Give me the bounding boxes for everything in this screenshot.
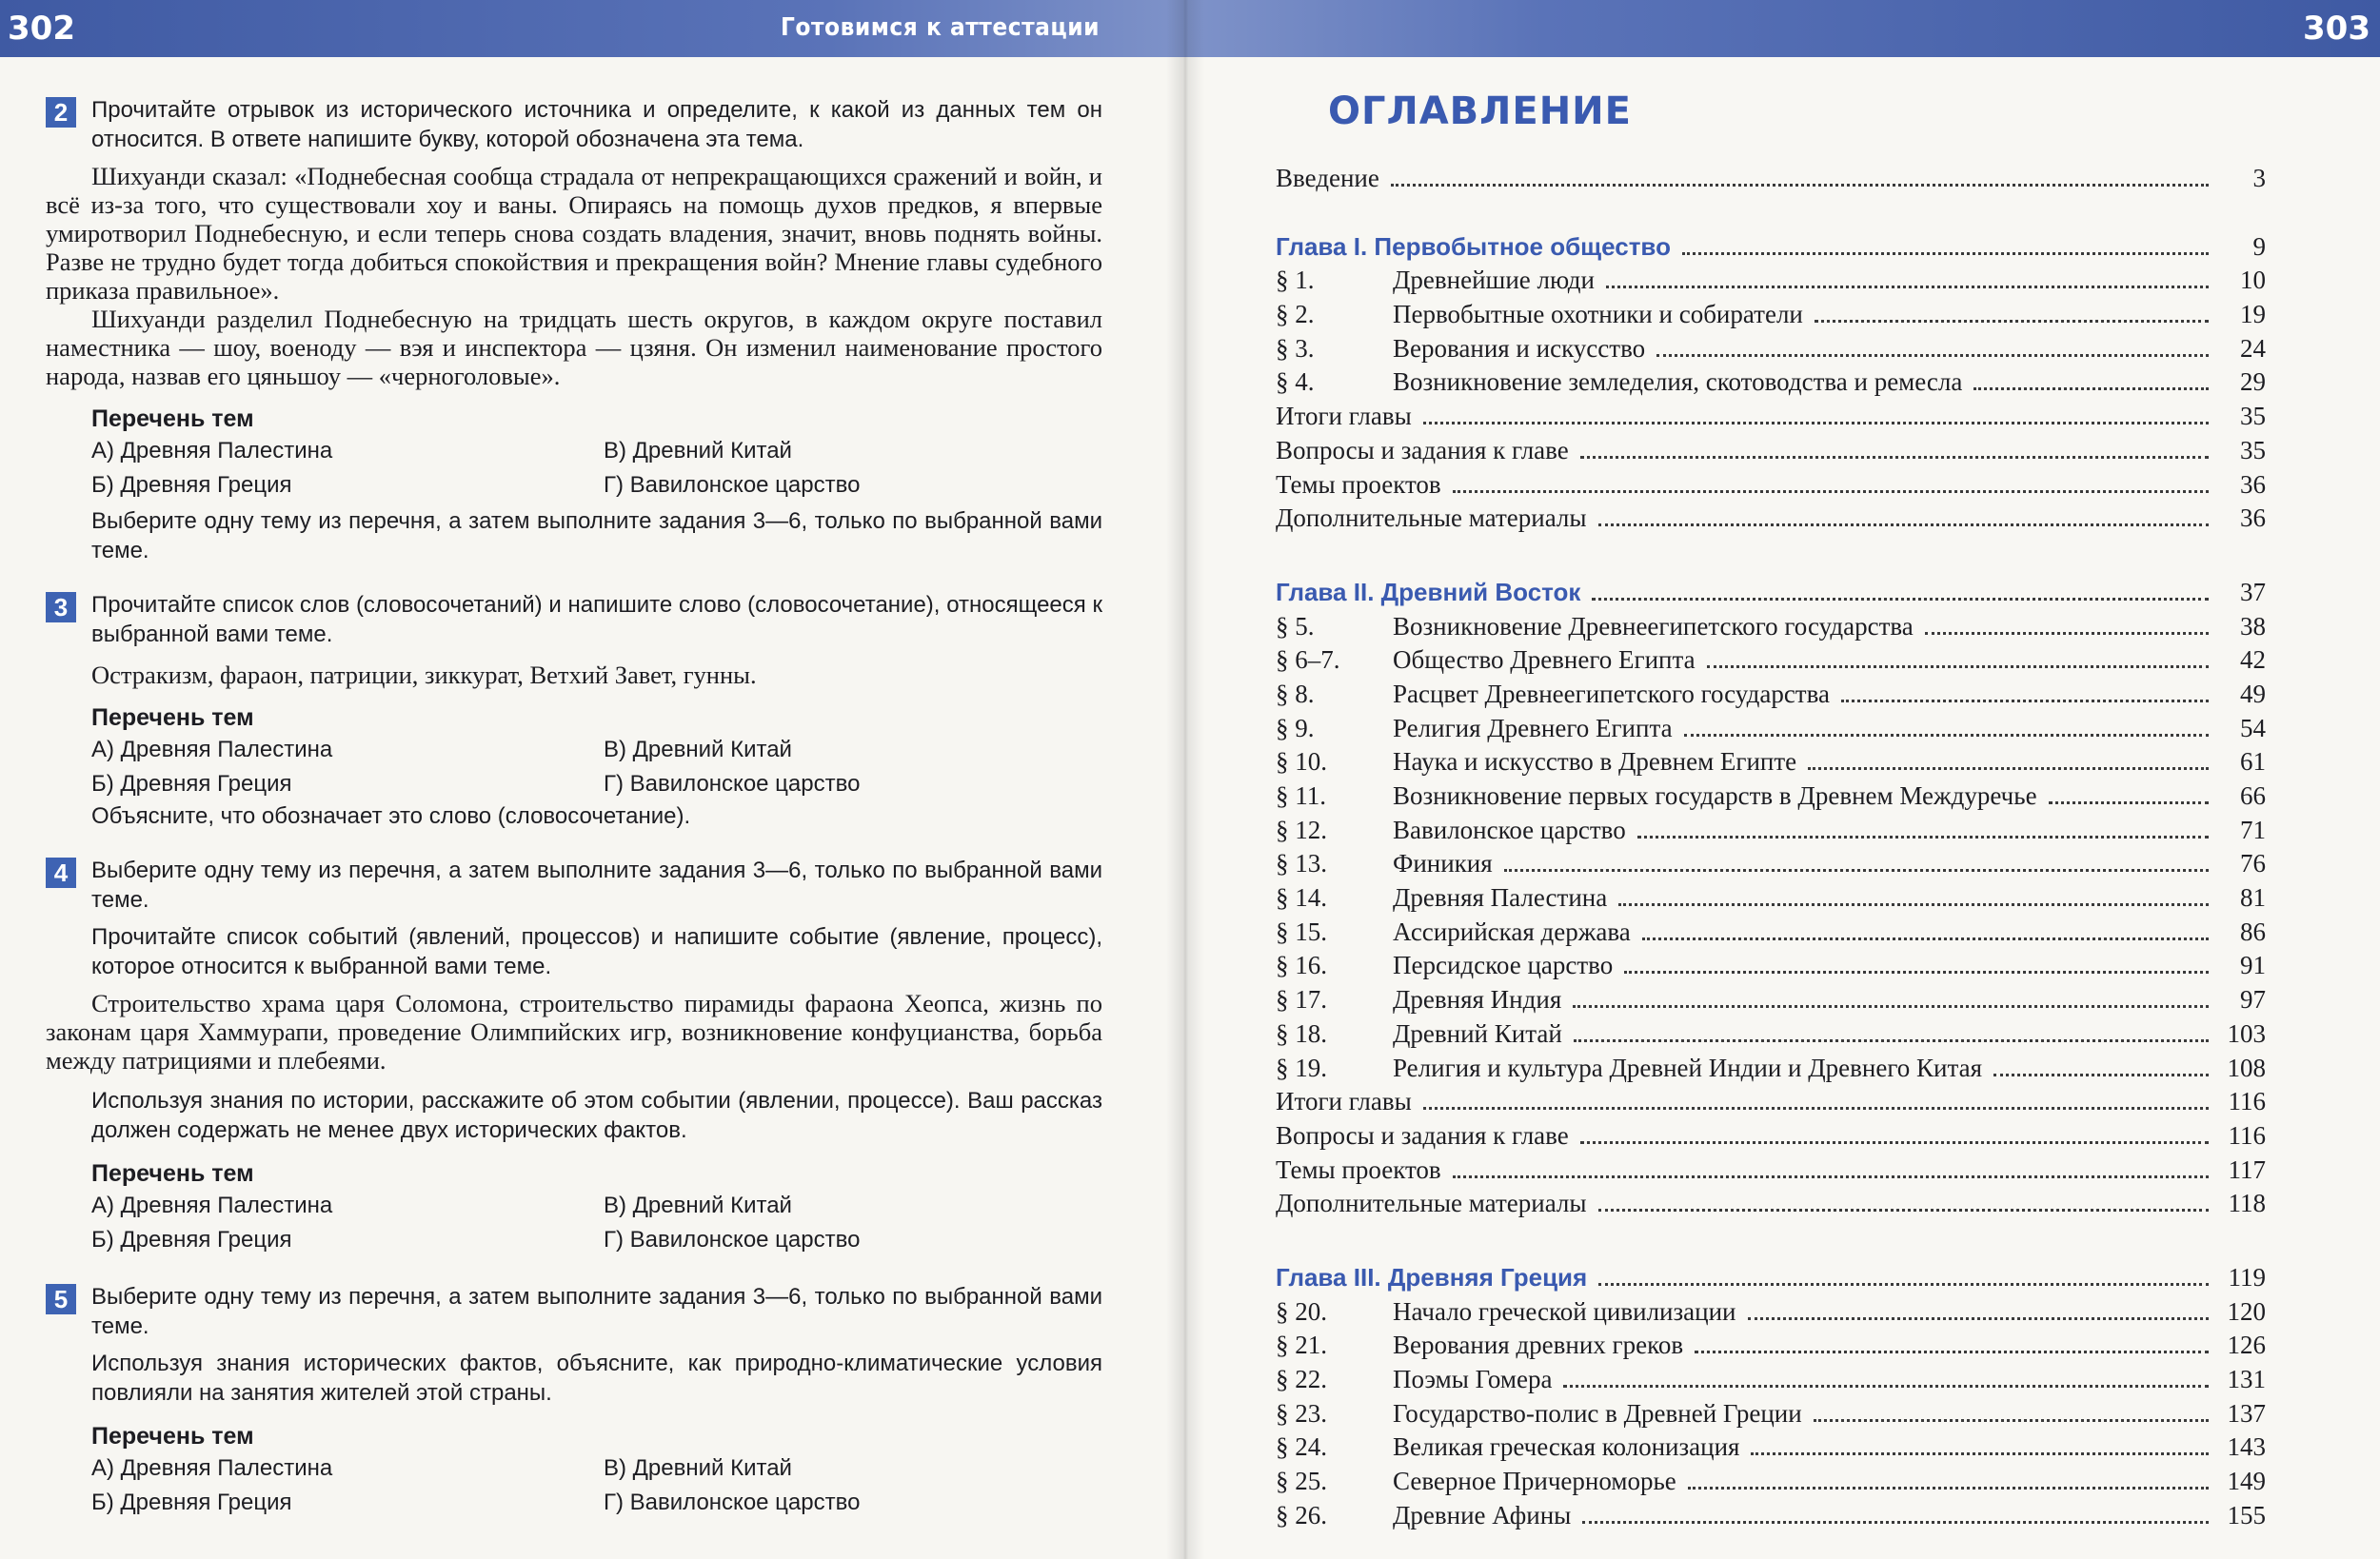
toc-entry-title: Древняя Индия — [1393, 985, 1562, 1015]
task-question: Выберите одну тему из перечня, а затем выполните задания 3—6, только по выбранной вами теме. — [91, 1284, 1102, 1339]
toc-entry-title: Вавилонское царство — [1393, 815, 1626, 844]
dot-leader — [1582, 1521, 2209, 1524]
task-4 — [46, 856, 1102, 1257]
topic-option: В) Древний Китай — [604, 438, 792, 464]
toc-entry[interactable] — [1276, 951, 2266, 985]
toc-page-number: 38 — [2240, 611, 2266, 641]
toc-page-number: 108 — [2227, 1053, 2266, 1082]
toc-entry-title: Верования древних греков — [1393, 1331, 1684, 1360]
toc-section-number: § 20. — [1276, 1296, 1327, 1326]
toc-section-number: § 24. — [1276, 1432, 1327, 1462]
toc-section-number: § 21. — [1276, 1331, 1327, 1360]
dot-leader — [1748, 1317, 2210, 1320]
toc-entry-title: Темы проектов — [1276, 1154, 1441, 1184]
task-question: Прочитайте отрывок из исторического источника и определите, к какой из данных тем он относится. В ответе напишите букву, которой обозначена эта тема. — [91, 97, 1102, 152]
dot-leader — [1574, 1039, 2209, 1042]
task-number-badge: 5 — [46, 1284, 76, 1314]
task-number-badge: 3 — [46, 592, 76, 622]
dot-leader — [1814, 1419, 2209, 1422]
toc-entry-title: Великая греческая колонизация — [1393, 1432, 1740, 1462]
dot-leader — [1573, 1005, 2209, 1008]
toc-entry-title: Возникновение земледелия, скотоводства и ремесла — [1393, 367, 1963, 397]
toc-entry-title: Древний Китай — [1393, 1018, 1562, 1048]
toc-entry[interactable] — [1276, 1501, 2266, 1535]
topic-option: Г) Вавилонское царство — [604, 1227, 861, 1253]
toc-entry-title: Финикия — [1393, 849, 1493, 878]
dot-leader — [1925, 632, 2209, 635]
toc-entry[interactable] — [1276, 402, 2266, 436]
task-2 — [46, 95, 1102, 565]
topic-list-heading: Перечень тем — [91, 1423, 254, 1450]
toc-section-number: § 9. — [1276, 713, 1315, 742]
toc-entry-title: Государство-полис в Древней Греции — [1393, 1398, 1802, 1428]
toc-page-number: 81 — [2240, 883, 2266, 913]
right-page — [1185, 0, 2380, 1559]
left-page — [0, 0, 1185, 1559]
toc-entry-title: Религия Древнего Египта — [1393, 713, 1673, 742]
toc-section-number: § 18. — [1276, 1018, 1327, 1048]
dot-leader — [1808, 767, 2209, 770]
dot-leader — [1642, 937, 2209, 940]
toc-section-number: § 26. — [1276, 1500, 1327, 1529]
toc-page-number: 131 — [2227, 1365, 2266, 1393]
dot-leader — [1580, 1141, 2209, 1144]
toc-entry-title: Персидское царство — [1393, 951, 1614, 980]
topic-option: Г) Вавилонское царство — [604, 472, 861, 498]
toc-section-number: § 3. — [1276, 333, 1315, 363]
topic-options — [91, 1189, 1102, 1257]
toc-entry[interactable] — [1276, 164, 2266, 198]
toc-entry[interactable] — [1276, 1019, 2266, 1054]
toc-page-number: 49 — [2240, 679, 2266, 708]
dot-leader — [1682, 252, 2209, 255]
toc-section-number: § 6–7. — [1276, 645, 1340, 675]
topic-option: В) Древний Китай — [604, 1193, 792, 1218]
topic-options — [91, 733, 1102, 801]
toc-entry[interactable] — [1276, 436, 2266, 470]
toc-entry[interactable] — [1276, 1399, 2266, 1433]
toc-page-number: 137 — [2227, 1398, 2266, 1428]
toc-page-number: 36 — [2240, 503, 2266, 533]
toc-entry[interactable] — [1276, 367, 2266, 402]
toc-entry[interactable] — [1276, 849, 2266, 883]
toc-section-number: § 2. — [1276, 300, 1315, 329]
toc-entry-title: Дополнительные материалы — [1276, 503, 1587, 533]
toc-page-number: 120 — [2227, 1296, 2266, 1326]
toc-section-number: § 23. — [1276, 1398, 1327, 1428]
dot-leader — [1423, 422, 2209, 424]
task-instruction: Используя знания исторических фактов, объясните, как природно-климатические условия повлияли на занятия жителей этой страны. — [91, 1351, 1102, 1406]
topic-options — [91, 1451, 1102, 1520]
toc-spacer — [1276, 198, 2266, 232]
toc-entry-title: Начало греческой цивилизации — [1393, 1296, 1736, 1326]
task-instruction: Выберите одну тему из перечня, а затем выполните задания 3—6, только по выбранной вами теме. — [91, 508, 1102, 563]
toc-entry[interactable] — [1276, 1365, 2266, 1399]
toc-entry-title: Поэмы Гомера — [1393, 1365, 1553, 1393]
page-number: 302 — [8, 10, 75, 48]
topic-option: В) Древний Китай — [604, 1455, 792, 1481]
topic-option: А) Древняя Палестина — [91, 1455, 333, 1481]
toc-section-number: § 4. — [1276, 367, 1315, 397]
toc-page-number: 76 — [2240, 849, 2266, 878]
dot-leader — [1624, 971, 2209, 974]
toc-entry[interactable] — [1276, 300, 2266, 334]
dot-leader — [1841, 700, 2209, 702]
toc-entry-title: Возникновение Древнеегипетского государства — [1393, 611, 1914, 641]
topic-list-heading: Перечень тем — [91, 704, 254, 731]
toc-page-number: 61 — [2240, 747, 2266, 777]
toc-entry[interactable] — [1276, 266, 2266, 300]
toc-chapter-entry[interactable] — [1276, 1263, 2266, 1297]
toc-entry-title: Верования и искусство — [1393, 333, 1646, 363]
toc-entry[interactable] — [1276, 1054, 2266, 1088]
toc-section-number: § 17. — [1276, 985, 1327, 1015]
toc-entry-title: Дополнительные материалы — [1276, 1189, 1587, 1218]
toc-entry[interactable] — [1276, 1121, 2266, 1155]
toc-entry-title: Глава I. Первобытное общество — [1276, 231, 1671, 261]
toc-page-number: 117 — [2228, 1154, 2266, 1184]
topic-option: В) Древний Китай — [604, 737, 792, 762]
toc-entry[interactable] — [1276, 1087, 2266, 1121]
tasks-column — [46, 95, 1102, 1545]
topic-options — [91, 434, 1102, 503]
toc-page-number: 24 — [2240, 333, 2266, 363]
toc-section-number: § 12. — [1276, 815, 1327, 844]
toc-entry[interactable] — [1276, 816, 2266, 850]
toc-entry[interactable] — [1276, 714, 2266, 748]
toc-section-number: § 10. — [1276, 747, 1327, 777]
toc-page-number: 126 — [2227, 1331, 2266, 1360]
page-header-bar — [1185, 0, 2380, 57]
toc-entry-title: Наука и искусство в Древнем Египте — [1393, 747, 1797, 777]
toc-page-number: 29 — [2240, 367, 2266, 397]
toc-entry[interactable] — [1276, 1331, 2266, 1365]
toc-page-number: 3 — [2252, 164, 2266, 192]
toc-entry[interactable] — [1276, 470, 2266, 504]
toc-page-number: 91 — [2240, 951, 2266, 980]
dot-leader — [1973, 387, 2209, 390]
toc-section-number: § 19. — [1276, 1053, 1327, 1082]
toc-entry[interactable] — [1276, 503, 2266, 538]
toc-entry-title: Итоги главы — [1276, 1087, 1412, 1116]
word-list: Остракизм, фараон, патриции, зиккурат, Ветхий Завет, гунны. — [91, 661, 757, 689]
task-instruction: Объясните, что обозначает это слово (словосочетание). — [91, 803, 691, 829]
toc-entry-title: Введение — [1276, 164, 1379, 192]
toc-entry-title: Возникновение первых государств в Древнем Междуречье — [1393, 781, 2037, 810]
topic-option: Г) Вавилонское царство — [604, 771, 861, 797]
dot-leader — [1598, 1209, 2209, 1212]
topic-option: Б) Древняя Греция — [91, 472, 292, 498]
toc-entry[interactable] — [1276, 1432, 2266, 1467]
toc-section-number: § 5. — [1276, 611, 1315, 641]
toc-entry[interactable] — [1276, 781, 2266, 816]
topic-list-heading: Перечень тем — [91, 1160, 254, 1187]
task-number-badge: 4 — [46, 858, 76, 888]
toc-entry-title: Общество Древнего Египта — [1393, 645, 1696, 675]
dot-leader — [1563, 1385, 2209, 1388]
toc-page-number: 37 — [2240, 577, 2266, 606]
toc-entry-title: Глава III. Древняя Греция — [1276, 1262, 1588, 1292]
toc-section-number: § 16. — [1276, 951, 1327, 980]
topic-option: А) Древняя Палестина — [91, 737, 333, 762]
dot-leader — [1751, 1452, 2209, 1455]
toc-entry[interactable] — [1276, 612, 2266, 646]
toc-entry[interactable] — [1276, 645, 2266, 680]
dot-leader — [1637, 836, 2209, 839]
toc-page-number: 155 — [2227, 1500, 2266, 1529]
toc-section-number: § 22. — [1276, 1365, 1327, 1393]
toc-entry-title: Древние Афины — [1393, 1500, 1572, 1529]
dot-leader — [1580, 456, 2209, 459]
dot-leader — [1618, 903, 2209, 906]
toc-spacer — [1276, 538, 2266, 578]
toc-entry[interactable] — [1276, 1189, 2266, 1223]
dot-leader — [1695, 1351, 2209, 1353]
toc-entry[interactable] — [1276, 747, 2266, 781]
toc-page-number: 54 — [2240, 713, 2266, 742]
toc-entry-title: Ассирийская держава — [1393, 917, 1631, 946]
dot-leader — [1391, 184, 2209, 187]
dot-leader — [1453, 490, 2209, 493]
toc-section-number: § 14. — [1276, 883, 1327, 913]
dot-leader — [1993, 1074, 2209, 1076]
task-instruction: Прочитайте список событий (явлений, процессов) и напишите событие (явление, процесс), которое относится к выбранной вами теме. — [91, 924, 1102, 979]
task-5 — [46, 1282, 1102, 1520]
toc-entry-title: Северное Причерноморье — [1393, 1467, 1676, 1496]
dot-leader — [1592, 598, 2209, 601]
toc-section-number: § 8. — [1276, 679, 1315, 708]
toc-page-number: 35 — [2240, 435, 2266, 464]
toc-page-number: 19 — [2240, 300, 2266, 329]
event-list: Строительство храма царя Соломона, строительство пирамиды фараона Хеопса, жизнь по законам царя Хаммурапи, проведение Олимпийских игр, возникновение конфуцианства, борьба между патрициями и плебеями. — [46, 989, 1102, 1075]
toc-page-number: 66 — [2240, 781, 2266, 810]
page-header-bar — [0, 0, 1185, 57]
toc-page-number: 149 — [2227, 1467, 2266, 1496]
topic-option: Г) Вавилонское царство — [604, 1490, 861, 1515]
toc-page-number: 118 — [2228, 1189, 2266, 1218]
toc-page-number: 42 — [2240, 645, 2266, 675]
toc-entry-title: Религия и культура Древней Индии и Древнего Китая — [1393, 1053, 1982, 1082]
task-instruction: Используя знания по истории, расскажите об этом событии (явлении, процессе). Ваш рассказ должен содержать не менее двух исторических фактов. — [91, 1088, 1102, 1143]
topic-option: А) Древняя Палестина — [91, 1193, 333, 1218]
toc-chapter-entry[interactable] — [1276, 232, 2266, 266]
topic-option: Б) Древняя Греция — [91, 1490, 292, 1515]
toc-entry[interactable] — [1276, 334, 2266, 368]
toc-entry[interactable] — [1276, 1297, 2266, 1332]
toc-entry-title: Темы проектов — [1276, 469, 1441, 499]
source-paragraph: Шихуанди разделил Поднебесную на тридцать шесть округов, в каждом округе поставил наместника — шоу, военоду — вэя и инспектора — цзяня. Он изменил наименование простого народа, назвав его цяньшоу — «черноголовые». — [46, 305, 1102, 390]
toc-page-number: 86 — [2240, 917, 2266, 946]
toc-entry[interactable] — [1276, 1155, 2266, 1190]
dot-leader — [1423, 1107, 2209, 1110]
toc-page-number: 103 — [2227, 1018, 2266, 1048]
toc-entry-title: Первобытные охотники и собиратели — [1393, 300, 1803, 329]
dot-leader — [1453, 1175, 2209, 1178]
dot-leader — [1684, 734, 2209, 737]
topic-list-heading: Перечень тем — [91, 405, 254, 432]
dot-leader — [1815, 320, 2209, 323]
toc-entry-title: Расцвет Древнеегипетского государства — [1393, 679, 1830, 708]
dot-leader — [2049, 801, 2209, 804]
table-of-contents — [1276, 164, 2266, 1534]
topic-option: Б) Древняя Греция — [91, 771, 292, 797]
toc-entry-title: Вопросы и задания к главе — [1276, 435, 1569, 464]
toc-page-number: 116 — [2228, 1087, 2266, 1116]
dot-leader — [1707, 665, 2209, 668]
dot-leader — [1504, 869, 2209, 872]
source-paragraph: Шихуанди сказал: «Поднебесная сообща страдала от непрекращающихся сражений и войн, и всё из-за того, что существовали хоу и ваны. Опираясь на помощь духов предков, я впервые умиротворил Поднебесную, и если теперь снова создать владения, значит, вновь поднять войны. Разве не трудно будет тогда добиться спокойствия и прекращения войн? Мнение главы судебного приказа правильное». — [46, 162, 1102, 305]
toc-entry-title: Итоги главы — [1276, 402, 1412, 431]
page-number: 303 — [2303, 10, 2370, 48]
toc-section-number: § 15. — [1276, 917, 1327, 946]
toc-entry-title: Вопросы и задания к главе — [1276, 1120, 1569, 1150]
task-number-badge: 2 — [46, 97, 76, 128]
source-excerpt — [46, 162, 1102, 390]
toc-page-number: 9 — [2252, 231, 2266, 261]
dot-leader — [1598, 1283, 2209, 1286]
toc-section-number: § 25. — [1276, 1467, 1327, 1496]
toc-chapter-entry[interactable] — [1276, 578, 2266, 612]
task-3 — [46, 590, 1102, 831]
toc-section-number: § 13. — [1276, 849, 1327, 878]
topic-option: Б) Древняя Греция — [91, 1227, 292, 1253]
dot-leader — [1598, 523, 2209, 526]
toc-entry-title: Глава II. Древний Восток — [1276, 577, 1581, 606]
running-head: Готовимся к аттестации — [781, 13, 1101, 42]
toc-page-number: 10 — [2240, 266, 2266, 295]
task-question: Выберите одну тему из перечня, а затем выполните задания 3—6, только по выбранной вами теме. — [91, 858, 1102, 913]
toc-entry[interactable] — [1276, 680, 2266, 714]
dot-leader — [1688, 1487, 2209, 1490]
dot-leader — [1606, 286, 2209, 288]
toc-entry-title: Древнейшие люди — [1393, 266, 1595, 295]
task-question: Прочитайте список слов (словосочетаний) и напишите слово (словосочетание), относящееся к выбранной вами теме. — [91, 592, 1102, 647]
topic-option: А) Древняя Палестина — [91, 438, 333, 464]
toc-section-number: § 11. — [1276, 781, 1326, 810]
toc-section-number: § 1. — [1276, 266, 1315, 295]
dot-leader — [1656, 354, 2209, 357]
toc-entry[interactable] — [1276, 918, 2266, 952]
toc-page-number: 97 — [2240, 985, 2266, 1015]
toc-entry-title: Древняя Палестина — [1393, 883, 1608, 913]
toc-page-number: 36 — [2240, 469, 2266, 499]
toc-page-number: 35 — [2240, 402, 2266, 431]
toc-spacer — [1276, 1223, 2266, 1263]
toc-page-number: 143 — [2227, 1432, 2266, 1462]
toc-title: ОГЛАВЛЕНИЕ — [1328, 89, 1632, 133]
toc-entry[interactable] — [1276, 883, 2266, 918]
toc-page-number: 71 — [2240, 815, 2266, 844]
toc-entry[interactable] — [1276, 1467, 2266, 1501]
toc-entry[interactable] — [1276, 985, 2266, 1019]
toc-page-number: 119 — [2228, 1262, 2266, 1292]
toc-page-number: 116 — [2228, 1120, 2266, 1150]
